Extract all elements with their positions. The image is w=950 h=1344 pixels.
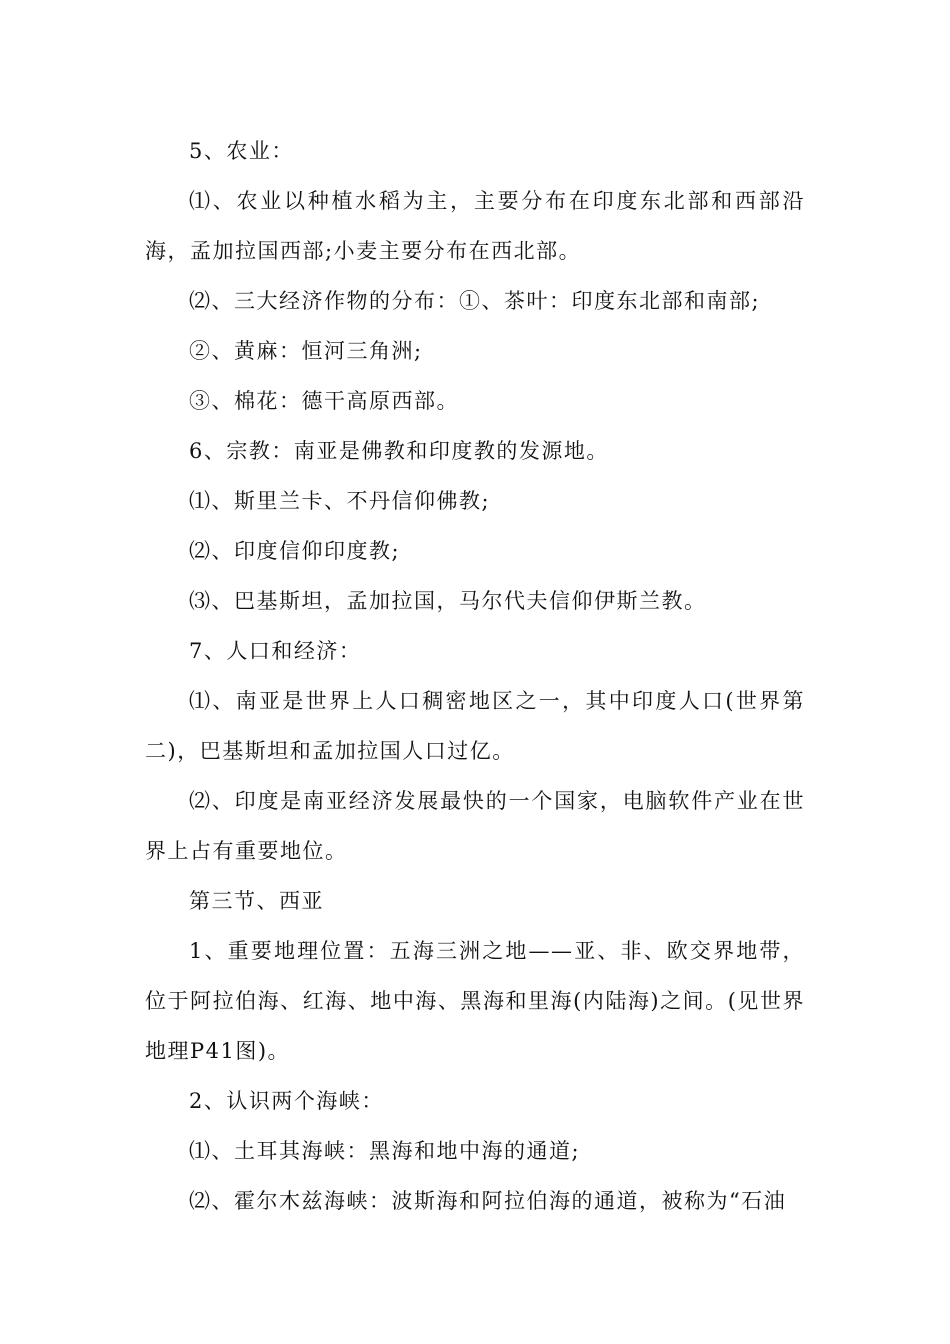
paragraph-cotton: ③、棉花：德干高原西部。: [189, 389, 459, 413]
document-body: [145, 126, 805, 1226]
paragraph-rice-wheat: ⑴、农业以种植水稻为主，主要分布在印度东北部和西部沿海，孟加拉国西部;小麦主要分布在西北部。: [145, 189, 805, 263]
paragraph-turkish-straits: ⑴、土耳其海峡：黑海和地中海的通道;: [189, 1139, 581, 1163]
paragraph-population: ⑴、南亚是世界上人口稠密地区之一，其中印度人口(世界第二)，巴基斯坦和孟加拉国人口过亿。: [145, 689, 805, 763]
section-heading-agriculture: 5、农业：: [189, 139, 294, 163]
section-heading-population-economy: 7、人口和经济：: [189, 639, 362, 663]
section-heading-straits: 2、认识两个海峡：: [189, 1089, 384, 1113]
paragraph-location: 1、重要地理位置：五海三洲之地——亚、非、欧交界地带，位于阿拉伯海、红海、地中海、黑海和里海(内陆海)之间。(见世界地理P41图)。: [145, 939, 805, 1063]
paragraph-cash-crops: ⑵、三大经济作物的分布：①、茶叶：印度东北部和南部;: [189, 289, 761, 313]
paragraph-jute: ②、黄麻：恒河三角洲;: [189, 339, 423, 363]
paragraph-economy: ⑵、印度是南亚经济发展最快的一个国家，电脑软件产业在世界上占有重要地位。: [145, 789, 805, 863]
paragraph-hinduism: ⑵、印度信仰印度教;: [189, 539, 401, 563]
paragraph-buddhism: ⑴、斯里兰卡、不丹信仰佛教;: [189, 489, 491, 513]
paragraph-hormuz-strait: ⑵、霍尔木兹海峡：波斯海和阿拉伯海的通道，被称为“石油: [189, 1189, 787, 1213]
section-heading-religion: 6、宗教：南亚是佛教和印度教的发源地。: [189, 439, 609, 463]
chapter-heading-west-asia: 第三节、西亚: [189, 889, 324, 913]
paragraph-islam: ⑶、巴基斯坦，孟加拉国，马尔代夫信仰伊斯兰教。: [189, 589, 707, 613]
